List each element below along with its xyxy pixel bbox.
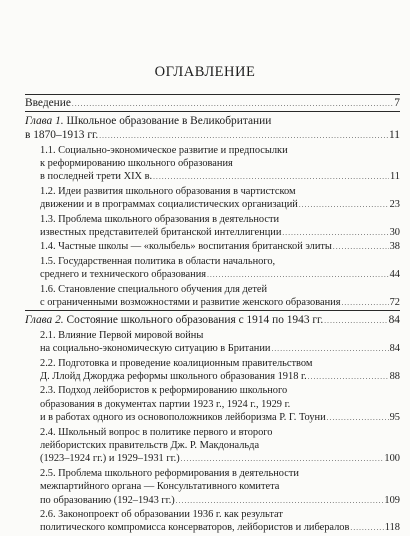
- toc-entry-line-text: по образованию (192–1943 гг.): [40, 494, 175, 506]
- toc-entry-text: [40, 480, 279, 493]
- toc-line: [25, 96, 400, 111]
- page-number: 30: [389, 227, 400, 239]
- toc-line: [40, 342, 400, 356]
- toc-entry-line-text: 2.3. Подход лейбористов к реформированию школьного: [40, 385, 288, 397]
- toc-entry-text: [40, 452, 180, 466]
- page-number: 118: [384, 522, 400, 534]
- toc-line: [25, 114, 400, 128]
- toc-entry-text: [40, 411, 326, 425]
- toc-line: [40, 370, 400, 384]
- toc-entry-s11[interactable]: [25, 144, 400, 185]
- toc-line: [40, 198, 400, 212]
- dot-leader: [72, 96, 393, 111]
- toc-entry-line-text: в 1870–1913 гг.: [25, 129, 99, 142]
- toc-entry-text: [40, 283, 267, 296]
- page-number: 100: [384, 453, 400, 465]
- chapter-label: Глава 1.: [25, 115, 64, 128]
- toc-entry-text: [40, 213, 279, 226]
- toc-entry-line-text: известных представителей британской интеллигенции: [40, 227, 282, 239]
- toc-line: [40, 226, 400, 240]
- toc-entry-text: [25, 313, 323, 328]
- dot-leader: [282, 226, 388, 240]
- toc-entry-text: [40, 342, 271, 356]
- toc-entry-text: [40, 398, 290, 411]
- toc-entry-ch1[interactable]: [25, 114, 400, 143]
- toc-entry-text: [40, 226, 281, 240]
- toc-entry-line-text: к реформированию школьного образования: [40, 158, 233, 170]
- toc-entry-line-text: Школьное образование в Великобритании: [63, 115, 272, 128]
- page-number: 88: [389, 370, 400, 382]
- toc-line: [40, 494, 400, 508]
- toc-entry-line-text: и в работах одного из основоположников лейборизма Р. Г. Тоуни: [40, 412, 326, 424]
- toc-line: [40, 268, 400, 282]
- toc-line: [40, 411, 400, 425]
- page-number: 23: [389, 199, 400, 211]
- toc-entry-line-text: 1.5. Государственная политика в области начального,: [40, 255, 276, 267]
- toc-entry-s26[interactable]: [25, 508, 400, 536]
- page-number: 109: [384, 494, 400, 506]
- toc-entry-text: [40, 370, 307, 384]
- toc-entry-line-text: 1.1. Социально-экономическое развитие и предпосылки: [40, 144, 288, 156]
- page-number: 72: [389, 297, 400, 309]
- toc-entry-text: [40, 357, 312, 370]
- toc-line: [40, 329, 400, 342]
- toc-line: [40, 240, 400, 254]
- toc-line: [25, 128, 400, 143]
- toc-line: [40, 480, 400, 493]
- toc-entry-text: [40, 329, 203, 342]
- toc-entry-ch2[interactable]: [25, 313, 400, 328]
- toc-entry-line-text: межпартийного органа — Консультативного комитета: [40, 481, 280, 493]
- toc-entry-line-text: Введение: [25, 97, 71, 109]
- dot-leader: [350, 521, 383, 535]
- toc-entry-text: [40, 467, 299, 480]
- toc-entry-s14[interactable]: [25, 240, 400, 254]
- toc-line: [40, 144, 400, 157]
- toc-entry-s12[interactable]: [25, 185, 400, 213]
- toc-entry-text: [40, 521, 349, 535]
- toc-entry-text: [40, 255, 275, 268]
- toc-entry-s24[interactable]: [25, 426, 400, 467]
- toc-entry-text: [25, 114, 271, 128]
- toc-entry-text: [40, 426, 272, 439]
- toc-entry-text: [40, 170, 152, 184]
- toc-entry-text: [40, 268, 206, 282]
- toc-entry-text: [40, 508, 283, 521]
- toc-line: [40, 467, 400, 480]
- toc-entry-text: [40, 384, 287, 397]
- toc-entry-line-text: в последней трети XIX в.: [40, 171, 153, 183]
- toc-entry-line-text: 2.1. Влияние Первой мировой войны: [40, 329, 204, 341]
- toc-entry-s16[interactable]: [25, 283, 400, 311]
- toc-entry-line-text: образования в документах партии 1923 г., 1924 г., 1929 г.: [40, 398, 291, 410]
- toc-entry-line-text: с ограниченными возможностями и развитие женского образования: [40, 297, 341, 309]
- dot-leader: [324, 313, 387, 328]
- section-rule: [25, 94, 400, 95]
- toc-line: [40, 398, 400, 411]
- dot-leader: [99, 128, 388, 143]
- toc-entry-line-text: на социально-экономическую ситуацию в Британии: [40, 343, 271, 355]
- page-number: 44: [389, 269, 400, 281]
- toc-line: [40, 255, 400, 268]
- toc-line: [40, 508, 400, 521]
- toc-entry-line-text: (1923–1924 гг.) и 1929–1931 гг.): [40, 453, 180, 465]
- toc-entry-text: [25, 96, 71, 111]
- toc-line: [40, 426, 400, 439]
- section-rule: [25, 111, 400, 112]
- toc-entry-line-text: среднего и технического образования: [40, 269, 207, 281]
- toc-entry-line-text: 2.2. Подготовка и проведение коалиционным правительством: [40, 357, 313, 369]
- page-number: 7: [394, 97, 400, 109]
- toc-line: [40, 439, 400, 452]
- toc-entry-s13[interactable]: [25, 213, 400, 241]
- page-title: ОГЛАВЛЕНИЕ: [154, 64, 256, 80]
- dot-leader: [308, 370, 389, 384]
- table-of-contents: [25, 94, 400, 536]
- toc-entry-line-text: 2.4. Школьный вопрос в политике первого и второго: [40, 426, 273, 438]
- toc-line: [40, 384, 400, 397]
- page-number: 11: [389, 171, 400, 183]
- toc-entry-line-text: Состояние школьного образования с 1914 по 1943 гг.: [63, 314, 324, 327]
- toc-entry-s25[interactable]: [25, 467, 400, 508]
- page-number: 11: [389, 129, 400, 142]
- section-rule: [25, 310, 400, 311]
- toc-entry-line-text: 1.4. Частные школы — «колыбель» воспитания британской элиты: [40, 241, 332, 253]
- toc-entry-line-text: движении и в программах социалистических организаций: [40, 199, 298, 211]
- chapter-label: Глава 2.: [25, 314, 64, 327]
- toc-line: [40, 521, 400, 535]
- dot-leader: [272, 342, 389, 356]
- toc-entry-line-text: лейбористских правительств Дж. Р. Макдональда: [40, 439, 260, 451]
- toc-entry-line-text: Д. Ллойд Джорджа реформы школьного образования 1918 г.: [40, 370, 307, 382]
- page-number: 95: [389, 412, 400, 424]
- toc-entry-text: [40, 157, 233, 170]
- toc-entry-line-text: 1.6. Становление специального обучения для детей: [40, 283, 268, 295]
- toc-line: [40, 452, 400, 466]
- toc-line: [40, 185, 400, 198]
- toc-line: [40, 357, 400, 370]
- toc-line: [40, 157, 400, 170]
- toc-entry-intro[interactable]: [25, 96, 400, 111]
- toc-entry-s23[interactable]: [25, 384, 400, 425]
- dot-leader: [181, 452, 384, 466]
- toc-entry-line-text: 2.5. Проблема школьного реформирования в деятельности: [40, 467, 299, 479]
- dot-leader: [299, 198, 389, 212]
- dot-leader: [327, 411, 389, 425]
- toc-entry-text: [40, 198, 298, 212]
- toc-line: [40, 213, 400, 226]
- toc-entry-s15[interactable]: [25, 255, 400, 283]
- dot-leader: [333, 240, 389, 254]
- page-number: 38: [389, 241, 400, 253]
- dot-leader: [342, 296, 389, 310]
- toc-entry-text: [40, 296, 341, 310]
- toc-entry-line-text: 1.2. Идеи развития школьного образования в чартистском: [40, 185, 296, 197]
- toc-entry-s22[interactable]: [25, 357, 400, 385]
- dot-leader: [153, 170, 389, 184]
- toc-entry-text: [40, 185, 296, 198]
- page-number: 84: [389, 343, 400, 355]
- toc-line: [40, 170, 400, 184]
- toc-entry-line-text: 1.3. Проблема школьного образования в деятельности: [40, 213, 280, 225]
- toc-entry-line-text: 2.6. Законопроект об образовании 1936 г. как результат: [40, 508, 283, 520]
- dot-leader: [176, 494, 384, 508]
- toc-line: [25, 313, 400, 328]
- page-number: 84: [388, 314, 400, 327]
- toc-entry-text: [40, 240, 332, 254]
- toc-entry-text: [40, 439, 259, 452]
- toc-entry-text: [40, 494, 175, 508]
- toc-entry-text: [25, 128, 98, 143]
- dot-leader: [207, 268, 389, 282]
- toc-line: [40, 296, 400, 310]
- toc-entry-line-text: политического компромисса консерваторов, лейбористов и либералов: [40, 522, 350, 534]
- toc-entry-s21[interactable]: [25, 329, 400, 357]
- toc-line: [40, 283, 400, 296]
- toc-entry-text: [40, 144, 288, 157]
